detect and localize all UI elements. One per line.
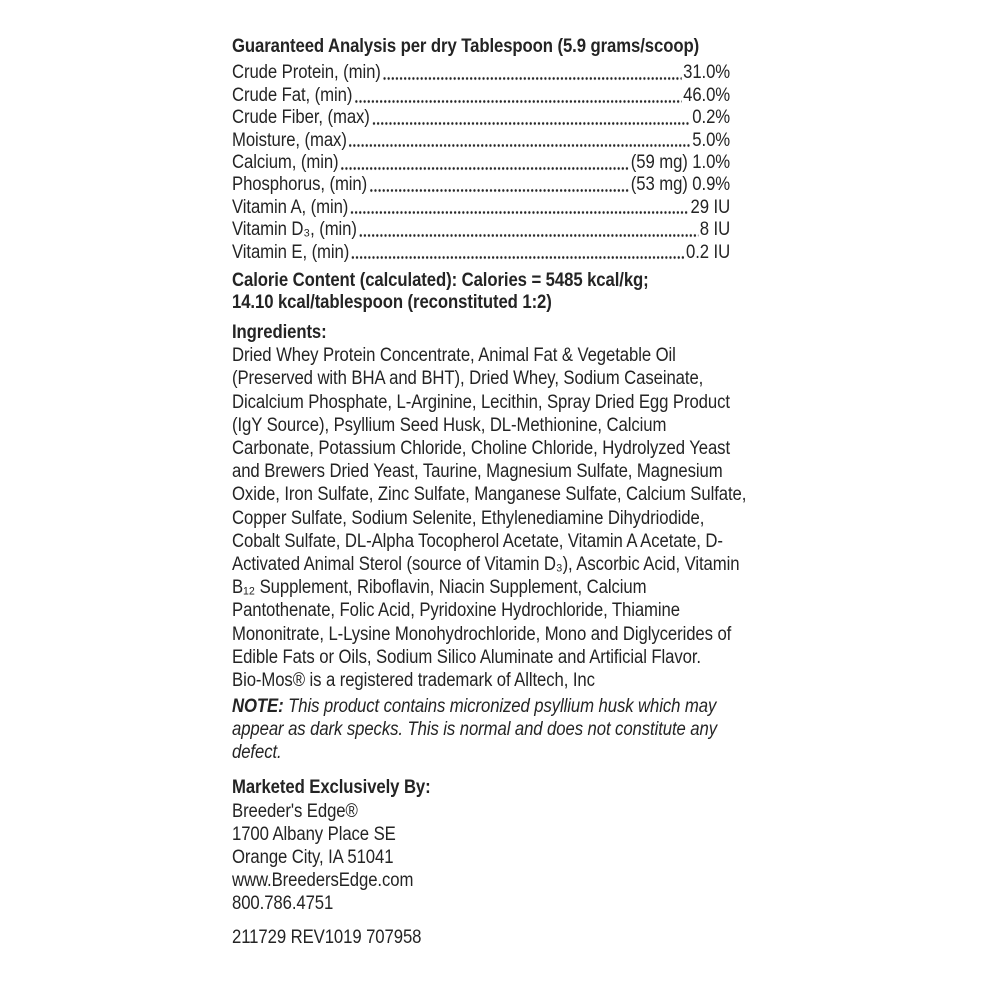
analysis-row: [232, 130, 730, 152]
note-label: NOTE:: [232, 696, 284, 718]
street-address: 1700 Albany Place SE: [232, 823, 396, 845]
dot-leader: [350, 197, 689, 219]
analysis-row-label: Vitamin A, (min): [232, 196, 349, 218]
analysis-row-label: Crude Fiber, (max): [232, 107, 370, 129]
analysis-row-label: Moisture, (max): [232, 129, 347, 151]
label-sheet: [232, 36, 747, 949]
trademark-note: Bio-Mos® is a registered trademark of Alltech, Inc: [232, 669, 595, 691]
analysis-row-value: (59 mg) 1.0%: [630, 151, 731, 173]
company-name: Breeder's Edge®: [232, 800, 358, 822]
marketed-by-heading: Marketed Exclusively By:: [232, 777, 431, 799]
dot-leader: [359, 219, 698, 241]
analysis-row-value: 0.2%: [692, 107, 731, 129]
analysis-row-value: 0.2 IU: [685, 241, 731, 263]
analysis-row-value: 31.0%: [683, 62, 731, 84]
guaranteed-analysis-section: [232, 36, 747, 264]
analysis-row-label: Calcium, (min): [232, 151, 339, 173]
analysis-row: [232, 219, 730, 241]
analysis-row: [232, 85, 730, 107]
analysis-row-label: Vitamin E, (min): [232, 241, 350, 263]
website-url: www.BreedersEdge.com: [232, 870, 414, 892]
guaranteed-analysis-table: [232, 62, 730, 264]
ingredients-heading: Ingredients:: [232, 321, 327, 343]
marketed-by-section: [232, 777, 747, 915]
calorie-content-line2: 14.10 kcal/tablespoon (reconstituted 1:2): [232, 292, 552, 314]
analysis-row-value: 46.0%: [683, 84, 731, 106]
calorie-content-line1: Calorie Content (calculated): Calories = 5485 kcal/kg;: [232, 269, 649, 291]
analysis-row-value: 5.0%: [692, 129, 731, 151]
analysis-row: [232, 197, 730, 219]
guaranteed-analysis-title: Guaranteed Analysis per dry Tablespoon (5.9 grams/scoop): [232, 36, 700, 57]
city-state-zip: Orange City, IA 51041: [232, 847, 394, 868]
note-text: This product contains micronized psyllium husk which may appear as dark specks. This is normal and does not constitute any defect.: [232, 696, 718, 764]
dot-leader: [351, 242, 684, 264]
dot-leader: [340, 152, 629, 174]
ingredients-section: [232, 322, 747, 692]
analysis-row: [232, 242, 730, 264]
analysis-row-label: Vitamin D₃, (min): [232, 219, 357, 241]
analysis-row-label: Crude Protein, (min): [232, 62, 381, 84]
calorie-content-section: [232, 270, 747, 315]
psyllium-note: [232, 695, 725, 764]
analysis-row: [232, 152, 730, 174]
analysis-row: [232, 107, 730, 129]
phone-number: 800.786.4751: [232, 893, 334, 915]
dot-leader: [369, 174, 629, 196]
analysis-row-value: (53 mg) 0.9%: [630, 174, 731, 196]
dot-leader: [383, 62, 682, 84]
dot-leader: [372, 107, 691, 129]
dot-leader: [354, 85, 681, 107]
analysis-row-value: 8 IU: [699, 219, 731, 241]
product-code: 211729 REV1019 707958: [232, 926, 422, 948]
dot-leader: [349, 130, 691, 152]
analysis-row: [232, 174, 730, 196]
analysis-row-label: Phosphorus, (min): [232, 174, 368, 196]
analysis-row: [232, 62, 730, 84]
ingredients-list: Dried Whey Protein Concentrate, Animal Fat & Vegetable Oil (Preserved with BHA and BHT), Dried Whey, Sodium Caseinate, Dicalcium Phosphate, L-Arginine, Lecithin, Spray Dried Egg Product (IgY Source), Psyllium Seed Husk, DL-Methionine, Calcium Carbonate, Potassium Chloride, Choline Chloride, Hydrolyzed Yeast and Brewers Dried Yeast, Taurine, Magnesium Sulfate, Magnesium Oxide, Iron Sulfate, Zinc Sulfate, Manganese Sulfate, Calcium Sulfate, Copper Sulfate, Sodium Selenite, Ethylenediamine Dihydriodide, Cobalt Sulfate, DL-Alpha Tocopherol Acetate, Vitamin A Acetate, D-Activated Animal Sterol (source of Vitamin D₃), Ascorbic Acid, Vitamin B₁₂ Supplement, Riboflavin, Niacin Supplement, Calcium Pantothenate, Folic Acid, Pyridoxine Hydrochloride, Thiamine Mononitrate, L-Lysine Monohydrochloride, Mono and Diglycerides of Edible Fats or Oils, Sodium Silico Aluminate and Artificial Flavor.: [232, 345, 747, 668]
analysis-row-value: 29 IU: [690, 196, 731, 218]
analysis-row-label: Crude Fat, (min): [232, 84, 353, 106]
